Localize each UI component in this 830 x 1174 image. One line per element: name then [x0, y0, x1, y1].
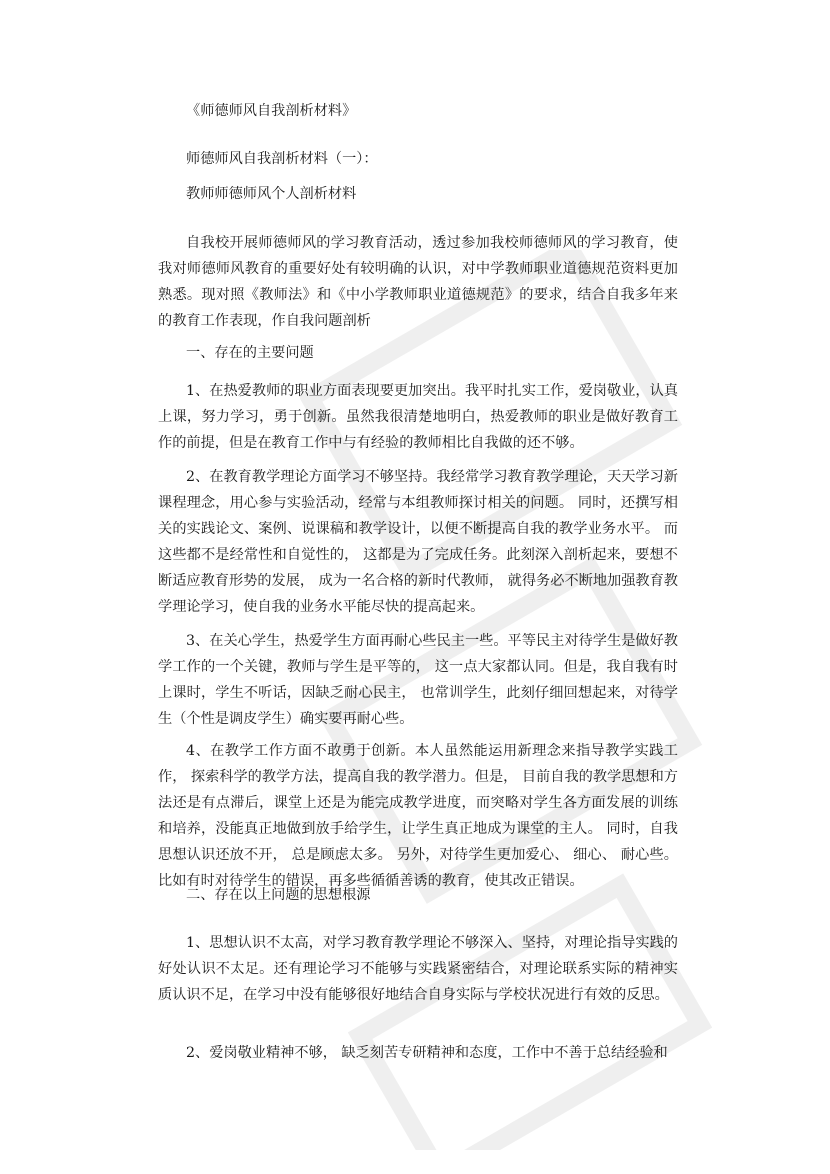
document-title: 《师德师风自我剖析材料》 [186, 103, 357, 119]
paragraph-root-2: 2、爱岗敬业精神不够， 缺乏刻苦专研精神和态度，工作中不善于总结经验和 [186, 1045, 668, 1061]
section-heading-2: 二、存在以上问题的思想根源 [186, 887, 371, 903]
section-title: 教师师德师风个人剖析材料 [186, 186, 357, 202]
paragraph-intro: 自我校开展师德师风的学习教育活动，透过参加我校师德师风的学习教育，使我对师德师风教育的重要好处有较明确的认识，对中学教师职业道德规范资料更加熟悉。现对照《教师法》和《中小学教师职业道德规范》的要求，结合自我多年来的教育工作表现，作自我问题剖析 [158, 235, 678, 329]
section-heading-1: 一、存在的主要问题 [186, 345, 314, 361]
paragraph-item-4: 4、在教学工作方面不敢勇于创新。本人虽然能运用新理念来指导教学实践工作， 探索科学的教学方法，提高自我的教学潜力。但是， 目前自我的教学思想和方法还是有点滞后，课堂上还是为能完成教学进度，而突略对学生各方面发展的训练和培养，没能真正地做到放手给学生，让学生真正地成为课堂的主人。 同时，自我思想认识还放不开， 总是顾虑太多。 另外，对待学生更加爱心、 细心、 耐心些。比如有时对待学生的错误，再多些循循善诱的教育，使其改正错误。 [158, 743, 678, 889]
paragraph-item-1: 1、在热爱教师的职业方面表现要更加突出。我平时扎实工作，爱岗敬业，认真上课，努力学习，勇于创新。虽然我很清楚地明白，热爱教师的职业是做好教育工作的前提，但是在教育工作中与有经验的教师相比自我做的还不够。 [158, 383, 678, 451]
document-subtitle: 师德师风自我剖析材料（一）： [186, 151, 378, 167]
paragraph-item-2: 2、在教育教学理论方面学习不够坚持。我经常学习教育教学理论，天天学习新课程理念，用心参与实验活动，经常与本组教师探讨相关的问题。 同时，还撰写相关的实践论文、案例、说课稿和教学设计，以便不断提高自我的教学业务水平。 而这些都不是经常性和自觉性的， 这都是为了完成任务。此刻深入剖析起来，要想不断适应教育形势的发展， 成为一名合格的新时代教师， 就得务必不断地加强教育教学理论学习，使自我的业务水平能尽快的提高起来。 [158, 469, 678, 615]
paragraph-root-1: 1、思想认识不太高，对学习教育教学理论不够深入、坚持，对理论指导实践的好处认识不太足。还有理论学习不能够与实践紧密结合，对理论联系实际的精神实质认识不足，在学习中没有能够很好地结合自身实际与学校状况进行有效的反思。 [158, 935, 678, 1003]
paragraph-item-3: 3、在关心学生，热爱学生方面再耐心些民主一些。平等民主对待学生是做好教学工作的一个关键，教师与学生是平等的， 这一点大家都认同。但是，我自我有时上课时，学生不听话，因缺乏耐心民主， 也常训学生，此刻仔细回想起来，对待学生（个性是调皮学生）确实要再耐心些。 [158, 633, 678, 727]
